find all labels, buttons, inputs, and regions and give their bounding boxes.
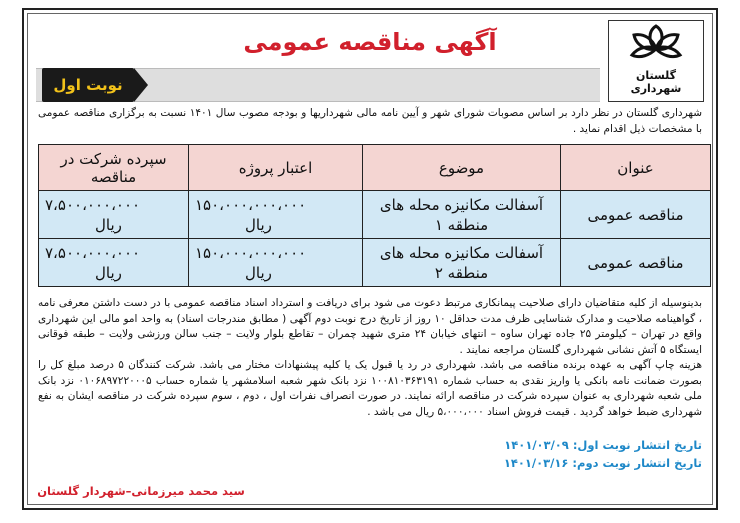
header-title: عنوان xyxy=(561,145,711,191)
table-row xyxy=(39,191,711,239)
row-title: مناقصه عمومی xyxy=(561,239,711,287)
row-subject: آسفالت مکانیزه محله های منطقه ۲ xyxy=(363,239,561,287)
notice-inner-border xyxy=(27,13,713,505)
deposit-unit: ریال xyxy=(95,263,122,282)
row-deposit xyxy=(39,239,189,287)
deposit-unit: ریال xyxy=(95,215,122,234)
intro-paragraph: شهرداری گلستان در نظر دارد بر اساس مصوبات شورای شهر و آیین نامه مالی شهرداریها و بودجه مصوب سال ۱۴۰۱ نسبت به برگزاری مناقصه عمومی با مشخصات ذیل اقدام نماید . xyxy=(38,107,703,135)
credit-unit: ریال xyxy=(245,263,272,282)
table-row xyxy=(39,239,711,287)
row-title: مناقصه عمومی xyxy=(561,191,711,239)
logo-text-municipality: شهرداری xyxy=(630,82,682,95)
row-credit xyxy=(189,239,363,287)
round-badge: نوبت اول xyxy=(42,68,134,102)
second-publish-date: تاریخ انتشار نوبت دوم: ۱۴۰۱/۰۳/۱۶ xyxy=(503,456,702,470)
notice-frame xyxy=(22,8,718,510)
mayor-signature: سید محمد میرزمانی–شهردار گلستان xyxy=(37,484,245,498)
row-credit xyxy=(189,191,363,239)
deposit-amount: ۷،۵۰۰،۰۰۰،۰۰۰ xyxy=(45,243,141,262)
deposit-amount: ۷،۵۰۰،۰۰۰،۰۰۰ xyxy=(45,195,141,214)
row-deposit xyxy=(39,191,189,239)
municipality-logo xyxy=(608,20,704,102)
logo-text-city: گلستان xyxy=(635,69,677,82)
tender-table xyxy=(38,144,711,287)
credit-amount: ۱۵۰،۰۰۰،۰۰۰،۰۰۰ xyxy=(195,243,307,262)
credit-unit: ریال xyxy=(245,215,272,234)
page-title: آگهی مناقصه عمومی xyxy=(243,28,497,56)
fee-paragraph: هزینه چاپ آگهی به عهده برنده مناقصه می باشد. شهرداری در رد یا قبول یک یا کلیه پیشنهادات مختار می باشد. شرکت کنندگان ۵ درصد مبلغ کل را بصورت ضمانت نامه بانکی یا واریز نقدی به حساب شماره ۱۰۰۸۱۰۳۶۳۱۹۱ نزد بانک شهر شعبه اسلامشهر یا شماره حساب ۰۱۰۶۸۹۷۲۲۰۰۰۵ نزد بانک ملی شعبه شهرداری به عنوان سپرده شرکت در مناقصه ارائه نمایند. در صورت انصراف نفرات اول ، دوم ، سوم سپرده شرکت در مناقصه ایشان به نفع شهرداری ضبط خواهد گردید . قیمت فروش اسناد ۵،۰۰۰،۰۰۰ ریال می باشد . xyxy=(38,359,702,418)
header-deposit: سپرده شرکت در مناقصه xyxy=(39,145,189,191)
table-header-row xyxy=(39,145,711,191)
credit-amount: ۱۵۰،۰۰۰،۰۰۰،۰۰۰ xyxy=(195,195,307,214)
publish-dates xyxy=(38,436,702,472)
row-subject: آسفالت مکانیزه محله های منطقه ۱ xyxy=(363,191,561,239)
first-publish-date: تاریخ انتشار نوبت اول: ۱۴۰۱/۰۳/۰۹ xyxy=(504,438,702,452)
body-paragraph: بدینوسیله از کلیه متقاضیان دارای صلاحیت پیمانکاری مرتبط دعوت می شود برای دریافت و استرداد اسناد مناقصه عمومی با در دست داشتن معرفی نامه ، گواهینامه صلاحیت و مدارک شناسایی ظرف مدت حداقل ۱۰ روز از تاریخ درج نوبت دوم آگهی ( مطابق مندرجات اسناد) به واحد امو مالی این شهرداری واقع در تهران – کیلومتر ۲۵ جاده تهران ساوه – انتهای خیابان ۲۴ متری شهید چمران – تقاطع بلوار ولایت – جنب سالن ورزشی ولایت – طبقه فوقانی ایستگاه ۵ آتش نشانی شهرداری گلستان مراجعه نمایند . xyxy=(38,297,702,356)
header-credit: اعتبار پروژه xyxy=(189,145,363,191)
flower-emblem-icon xyxy=(626,23,686,69)
header-subject: موضوع xyxy=(363,145,561,191)
